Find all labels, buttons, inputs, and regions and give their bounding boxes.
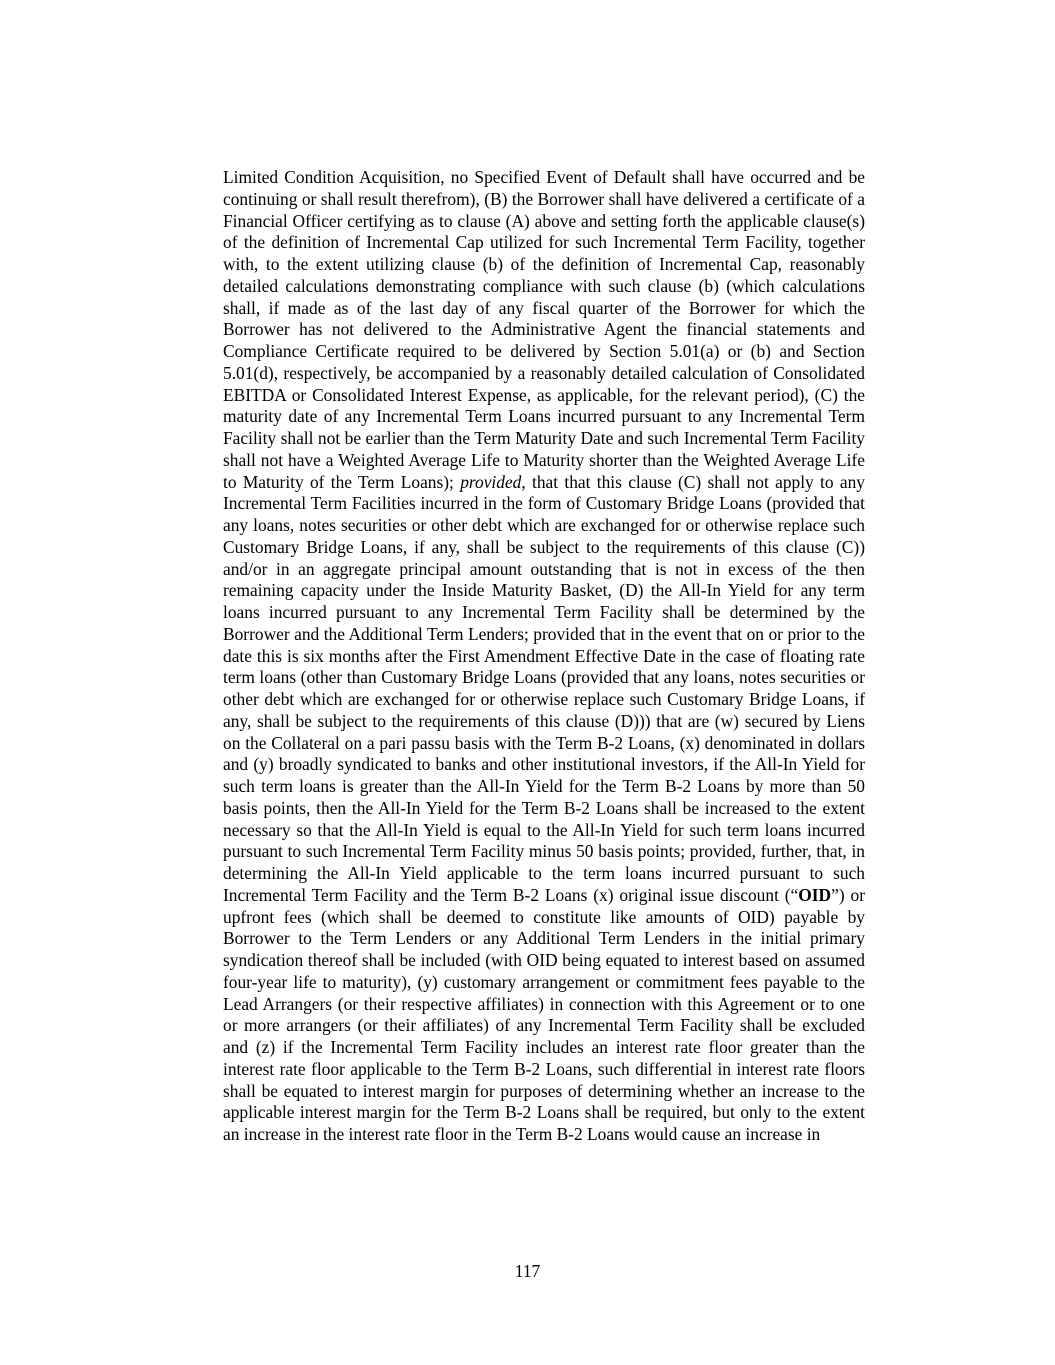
paragraph-text-part-2: , that that this clause (C) shall not apply to any Incremental Term Facilities incurred in the form of Customary Bridge Loans (provided that any loans, notes securities or other debt which are exchanged for or otherwise replace such Customary Bridge Loans, if any, shall be subject to the requirements of this clause (C)) and/or in an aggregate principal amount outstanding that is not in excess of the then remaining capacity under the Inside Maturity Basket, (D) the All-In Yield for any term loans incurred pursuant to any Incremental Term Facility shall be determined by the Borrower and the Additional Term Lenders; provided that in the event that on or prior to the date this is six months after the First Amendment Effective Date in the case of floating rate term loans (other than Customary Bridge Loans (provided that any loans, notes securities or other debt which are exchanged for or otherwise replace such Customary Bridge Loans, if any, shall be subject to the requirements of this clause (D))) that are (w) secured by Liens on the Collateral on a pari passu basis with the Term B-2 Loans, (x) denominated in dollars and (y) broadly syndicated to banks and other institutional investors, if the All-In Yield for such term loans is greater than the All-In Yield for the Term B-2 Loans by more than 50 basis points, then the All-In Yield for the Term B-2 Loans shall be increased to the extent necessary so that the All-In Yield is equal to the All-In Yield for such term loans incurred pursuant to such Incremental Term Facility minus 50 basis points; provided, further, that, in determining the All-In Yield applicable to the term loans incurred pursuant to such Incremental Term Facility and the Term B-2 Loans (x) original issue discount (“ [223, 471, 865, 905]
italic-provided: provided [460, 471, 522, 492]
bold-defined-term-oid: OID [798, 884, 832, 905]
page-number: 117 [514, 1261, 541, 1281]
paragraph-text-part-3: ”) or upfront fees (which shall be deemed to constitute like amounts of OID) payable by Borrower to the Term Lenders or any Additional Term Lenders in the initial primary syndication thereof shall be included (with OID being equated to interest based on assumed four-year life to maturity), (y) customary arrangement or commitment fees payable to the Lead Arrangers (or their respective affiliates) in connection with this Agreement or to one or more arrangers (or their affiliates) of any Incremental Term Facility shall be excluded and (z) if the Incremental Term Facility includes an interest rate floor greater than the interest rate floor applicable to the Term B-2 Loans, such differential in interest rate floors shall be equated to interest margin for purposes of determining whether an increase to the applicable interest margin for the Term B-2 Loans shall be required, but only to the extent an increase in the interest rate floor in the Term B-2 Loans would cause an increase in [223, 884, 865, 1144]
paragraph-text-part-1: Limited Condition Acquisition, no Specified Event of Default shall have occurred and be continuing or shall result therefrom), (B) the Borrower shall have delivered a certificate of a Financial Officer certifying as to clause (A) above and setting forth the applicable clause(s) of the definition of Incremental Cap utilized for such Incremental Term Facility, together with, to the extent utilizing clause (b) of the definition of Incremental Cap, reasonably detailed calculations demonstrating compliance with such clause (b) (which calculations shall, if made as of the last day of any fiscal quarter of the Borrower for which the Borrower has not delivered to the Administrative Agent the financial statements and Compliance Certificate required to be delivered by Section 5.01(a) or (b) and Section 5.01(d), respectively, be accompanied by a reasonably detailed calculation of Consolidated EBITDA or Consolidated Interest Expense, as applicable, for the relevant period), (C) the maturity date of any Incremental Term Loans incurred pursuant to any Incremental Term Facility shall not be earlier than the Term Maturity Date and such Incremental Term Facility shall not have a Weighted Average Life to Maturity shorter than the Weighted Average Life to Maturity of the Term Loans); [223, 167, 865, 492]
body-paragraph [223, 167, 865, 1146]
